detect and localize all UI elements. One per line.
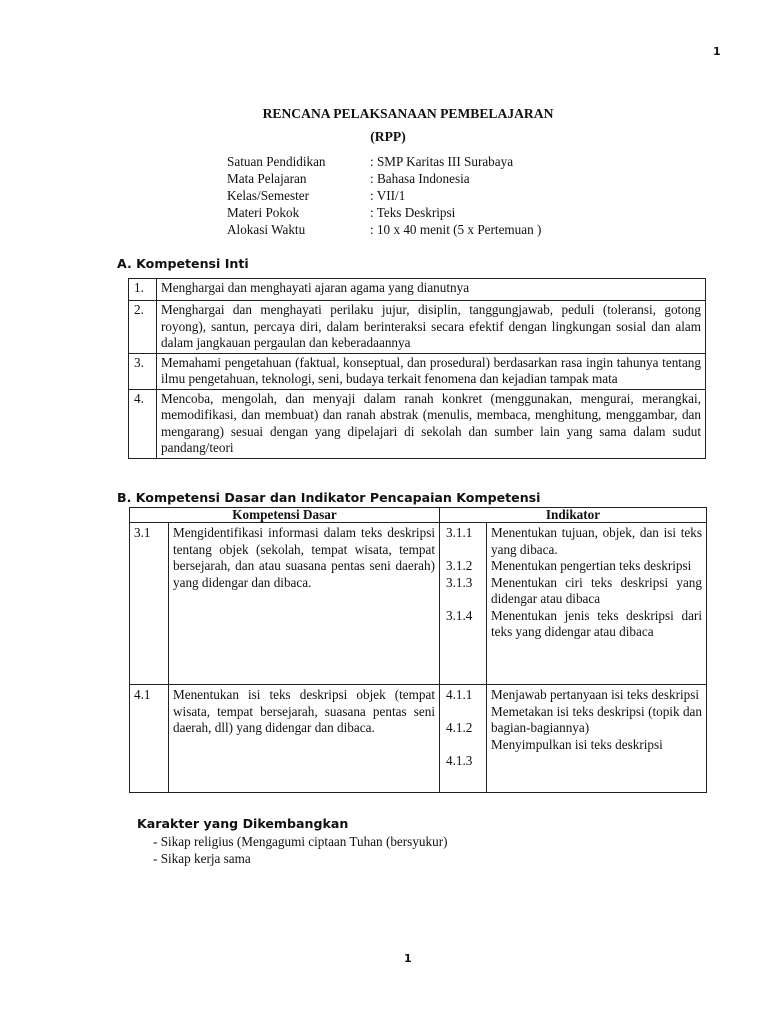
indicator-code: 3.1.1: [446, 525, 473, 540]
indicator-code: 4.1.1: [446, 687, 473, 702]
meta-label: Mata Pelajaran: [227, 171, 307, 186]
indicator-code: 4.1.3: [446, 753, 473, 768]
meta-value: : 10 x 40 menit (5 x Pertemuan ): [370, 222, 542, 237]
meta-label: Kelas/Semester: [227, 188, 310, 203]
indicator-item: Menentukan pengertian teks deskripsi: [491, 558, 692, 573]
indicator-item: Menentukan ciri teks deskripsi yang didengar atau dibaca: [491, 574, 702, 606]
row-text: Menghargai dan menghayati perilaku jujur, disiplin, tanggungjawab, peduli (toleransi, gotong royong), santun, percaya diri, dalam berinteraksi secara efektif dengan lingkungan sosial dan alam dalam jangkauan pergaulan dan keberadaannya: [157, 301, 706, 354]
kd-number: 3.1: [130, 523, 169, 685]
kd-text: Mengidentifikasi informasi dalam teks deskripsi tentang objek (sekolah, tempat wisata, tempat bersejarah, dan atau suasana pentas seni daerah) yang didengar dan dibaca.: [169, 523, 440, 685]
meta-label: Materi Pokok: [227, 205, 300, 220]
table-row: [130, 685, 707, 793]
row-number: 1.: [129, 279, 157, 301]
indicator-codes: [440, 685, 487, 793]
meta-label: Alokasi Waktu: [227, 222, 306, 237]
indicator-code: 3.1.3: [446, 574, 473, 590]
row-number: 4.: [129, 389, 157, 458]
table-row: [129, 389, 706, 458]
kompetensi-inti-table: [128, 278, 706, 459]
meta-value: : Bahasa Indonesia: [370, 171, 470, 186]
table-row: [129, 301, 706, 354]
table-row: [130, 523, 707, 685]
kd-number: 4.1: [130, 685, 169, 793]
document-title: RENCANA PELAKSANAAN PEMBELAJARAN: [262, 106, 554, 121]
karakter-heading: Karakter yang Dikembangkan: [137, 816, 349, 831]
karakter-item: - Sikap religius (Mengagumi ciptaan Tuhan (bersyukur): [153, 834, 448, 849]
section-a-heading: A. Kompetensi Inti: [117, 256, 249, 271]
indicator-item: Menyimpulkan isi teks deskripsi: [491, 736, 663, 752]
table-header-row: [130, 508, 707, 523]
indicator-item: Menentukan jenis teks deskripsi dari teks yang didengar atau dibaca: [491, 607, 702, 639]
page-number-top: 1: [713, 45, 721, 58]
column-header-indikator: Indikator: [440, 508, 707, 523]
row-number: 2.: [129, 301, 157, 354]
meta-value: : SMP Karitas III Surabaya: [370, 154, 514, 169]
table-row: [129, 279, 706, 301]
column-header-kd: Kompetensi Dasar: [130, 508, 440, 523]
row-text: Menghargai dan menghayati ajaran agama yang dianutnya: [157, 279, 706, 301]
indicator-code: 4.1.2: [446, 720, 473, 735]
page-number-bottom: 1: [404, 952, 412, 965]
table-row: [129, 353, 706, 389]
kompetensi-dasar-table: [129, 507, 707, 793]
karakter-item: - Sikap kerja sama: [153, 851, 251, 866]
section-b-heading: B. Kompetensi Dasar dan Indikator Pencapaian Kompetensi: [117, 490, 541, 505]
meta-value: : Teks Deskripsi: [370, 205, 456, 220]
kd-text: Menentukan isi teks deskripsi objek (tempat wisata, tempat bersejarah, suasana pentas seni daerah, dll) yang didengar dan dibaca.: [169, 685, 440, 793]
row-text: Memahami pengetahuan (faktual, konseptual, dan prosedural) berdasarkan rasa ingin tahunya tentang ilmu pengetahuan, teknologi, seni, budaya terkait fenomena dan kejadian tampak mata: [157, 353, 706, 389]
document-subtitle: (RPP): [370, 129, 406, 144]
indicator-code: 3.1.2: [446, 558, 473, 573]
indicator-code: 3.1.4: [446, 607, 473, 623]
row-number: 3.: [129, 353, 157, 389]
indicator-codes: [440, 523, 487, 685]
meta-value: : VII/1: [370, 188, 406, 203]
indicator-list: [487, 523, 707, 685]
meta-label: Satuan Pendidikan: [227, 154, 326, 169]
indicator-item: Menentukan tujuan, objek, dan isi teks yang dibaca.: [491, 525, 702, 557]
indicator-item: Memetakan isi teks deskripsi (topik dan bagian-bagiannya): [491, 703, 702, 735]
indicator-item: Menjawab pertanyaan isi teks deskripsi: [491, 687, 700, 702]
indicator-list: [487, 685, 707, 793]
row-text: Mencoba, mengolah, dan menyaji dalam ranah konkret (menggunakan, mengurai, merangkai, memodifikasi, dan membuat) dan ranah abstrak (menulis, membaca, menghitung, menggambar, dan mengarang) sesuai dengan yang dipelajari di sekolah dan sumber lain yang sama dalam sudut pandang/teori: [157, 389, 706, 458]
